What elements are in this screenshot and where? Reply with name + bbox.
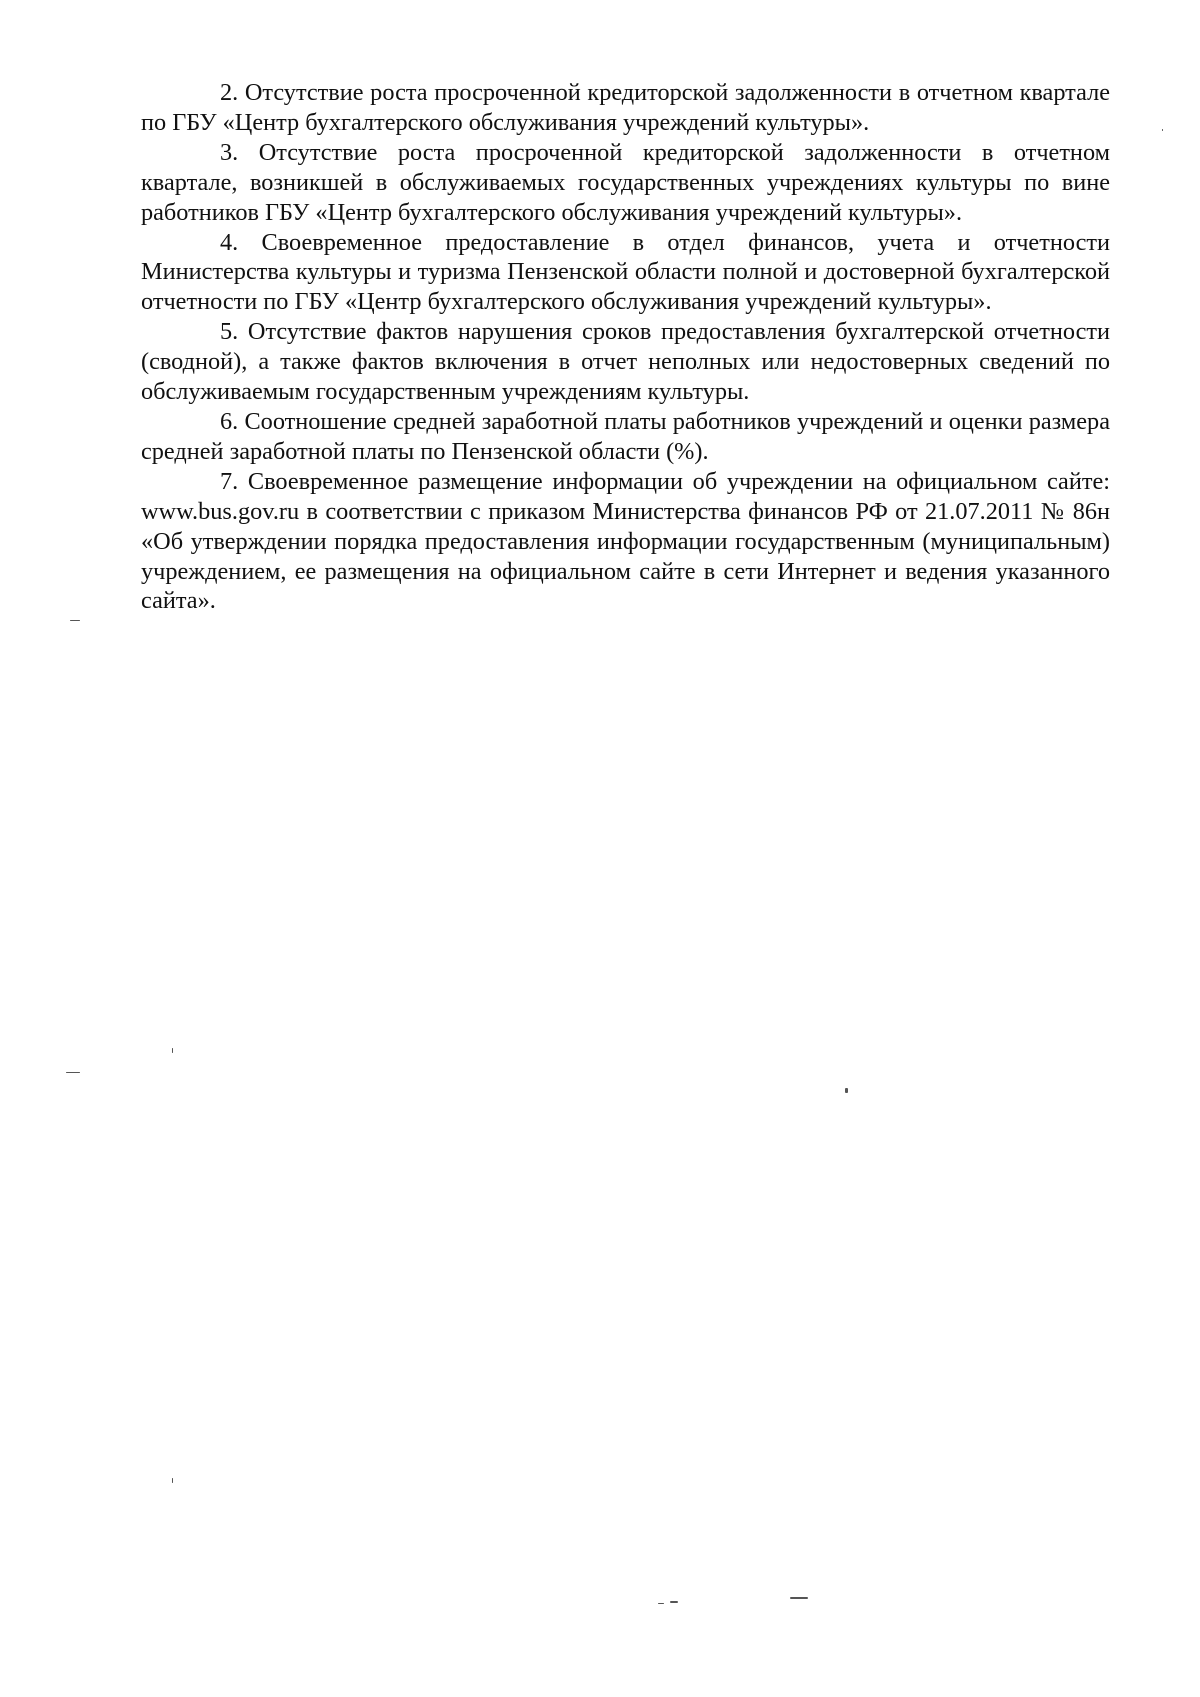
paragraph-item-6: 6. Соотношение средней заработной платы работников учреждений и оценки размера средней заработной платы по Пензенской области (%). xyxy=(141,407,1110,465)
scan-speck xyxy=(1162,129,1163,131)
paragraph-item-3: 3. Отсутствие роста просроченной кредиторской задолженности в отчетном квартале, возникшей в обслуживаемых государственных учреждениях культуры по вине работников ГБУ «Центр бухгалтерского обслуживания учреждений культуры». xyxy=(141,138,1110,226)
paragraph-item-4: 4. Своевременное предоставление в отдел финансов, учета и отчетности Министерства культуры и туризма Пензенской области полной и достоверной бухгалтерской отчетности по ГБУ «Центр бухгалтерского обслуживания учреждений культуры». xyxy=(141,228,1110,316)
paragraph-item-5: 5. Отсутствие фактов нарушения сроков предоставления бухгалтерской отчетности (сводной), а также фактов включения в отчет неполных или недостоверных сведений по обслуживаемым государственным учреждениям культуры. xyxy=(141,318,1110,406)
scan-speck xyxy=(66,1072,80,1073)
scan-speck xyxy=(172,1048,173,1053)
scan-speck xyxy=(845,1088,848,1093)
paragraph-item-7: 7. Своевременное размещение информации об учреждении на официальном сайте: www.bus.gov.ru в соответствии с приказом Министерства финансов РФ от 21.07.2011 № 86н «Об утверждении порядка предоставления информации государственным (муниципальным) учреждением, ее размещения на официальном сайте в сети Интернет и ведения указанного сайта». xyxy=(141,467,1110,615)
document-body xyxy=(141,78,1110,616)
scan-speck xyxy=(790,1597,808,1599)
scan-speck xyxy=(658,1603,664,1604)
scan-speck xyxy=(70,620,80,621)
scan-speck xyxy=(172,1478,173,1483)
scan-speck xyxy=(670,1601,678,1603)
paragraph-item-2: 2. Отсутствие роста просроченной кредиторской задолженности в отчетном квартале по ГБУ «Центр бухгалтерского обслуживания учреждений культуры». xyxy=(141,79,1110,136)
